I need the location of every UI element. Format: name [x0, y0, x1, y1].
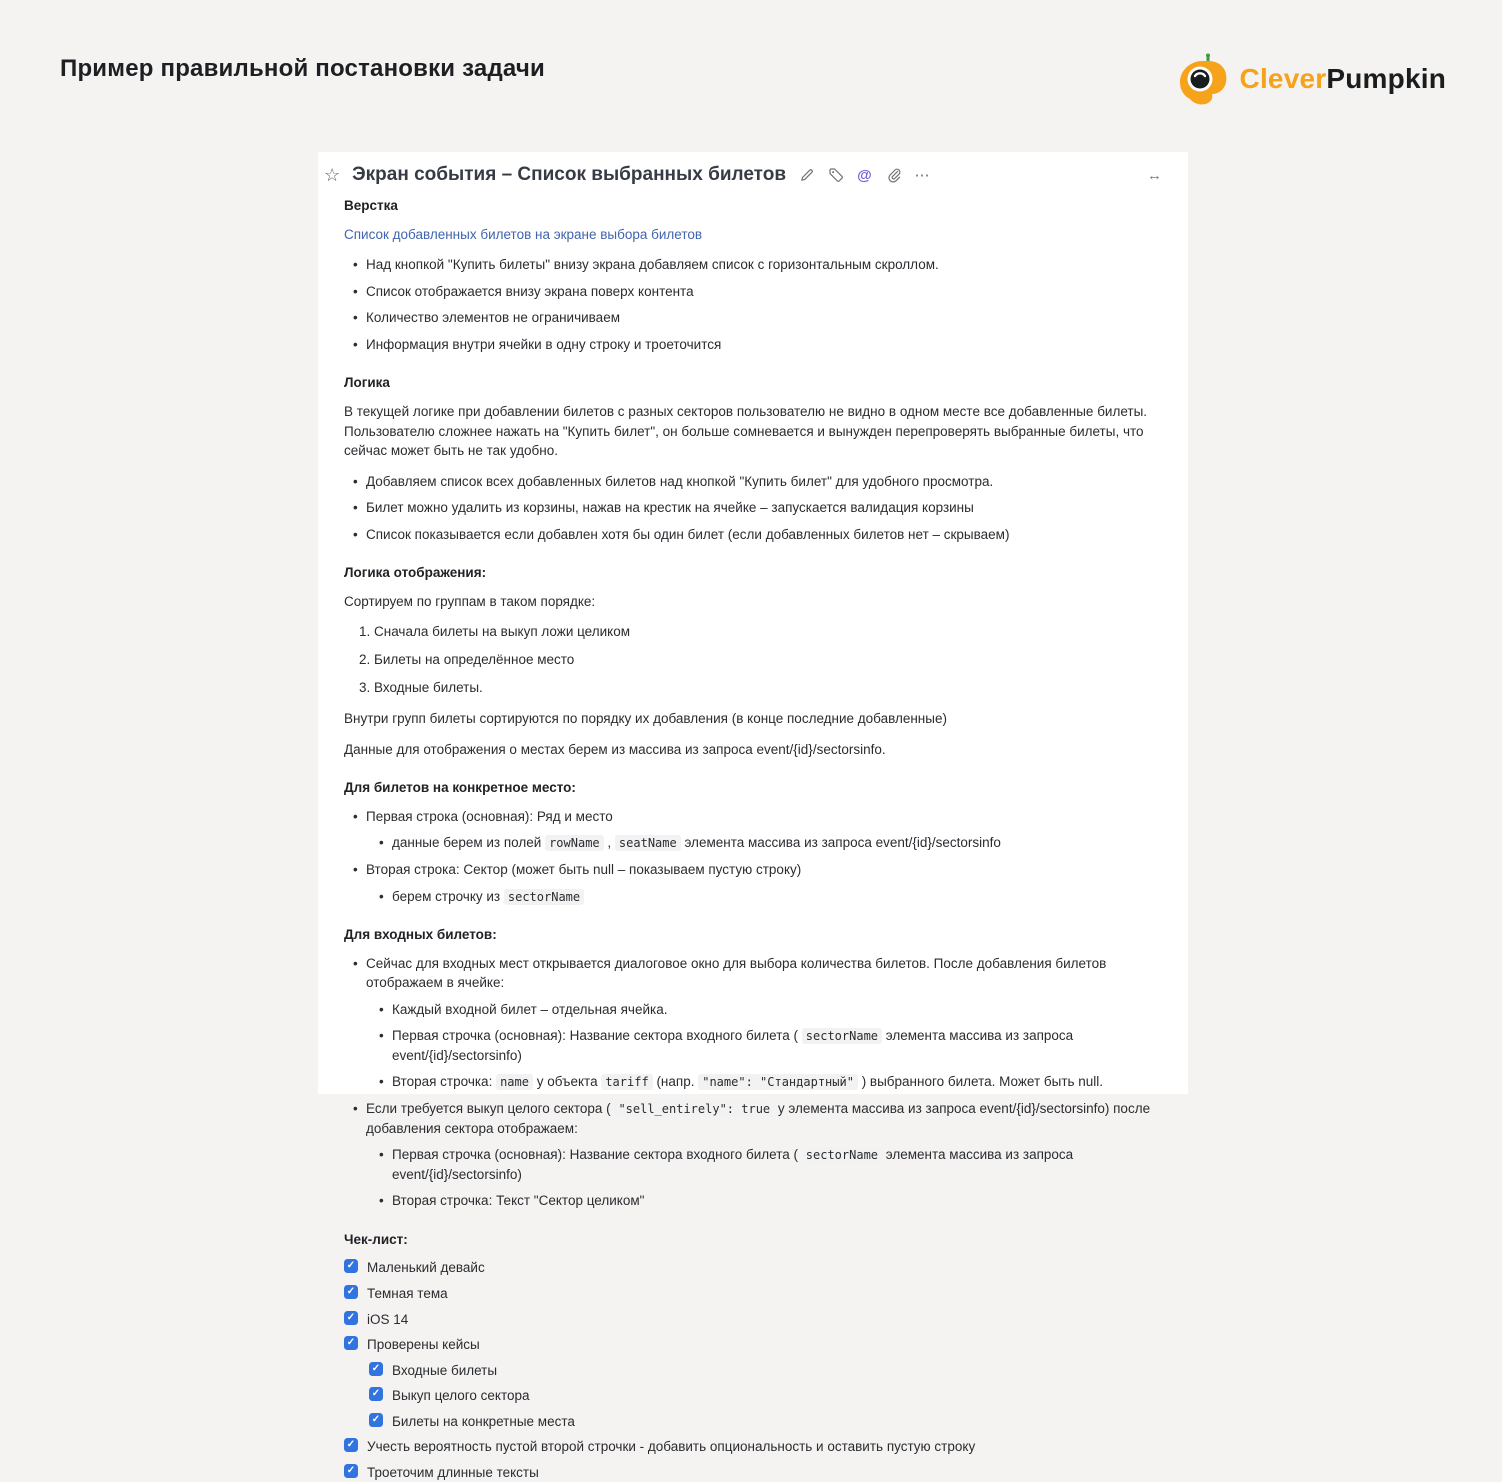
inline-code: "name": "Стандартный" — [698, 1074, 858, 1090]
bullet-item: • Информация внутри ячейки в одну строку и троеточится — [366, 335, 1162, 355]
checklist-item — [369, 1361, 1162, 1381]
checklist-label: Троеточим длинные тексты — [367, 1464, 539, 1480]
numbered-item: 3. Входные билеты. — [374, 678, 1162, 698]
display-logic-note-1: Внутри групп билеты сортируются по порядку их добавления (в конце последние добавленные) — [344, 711, 947, 727]
section-heading-checklist: Чек-лист: — [344, 1231, 408, 1247]
inline-code: "sell_entirely": true — [614, 1101, 774, 1117]
checkbox-checked-icon[interactable]: ✓ — [344, 1311, 358, 1325]
inline-code: sectorName — [802, 1028, 882, 1044]
bullet-item: • Количество элементов не ограничиваем — [366, 308, 1162, 328]
checkbox-checked-icon[interactable]: ✓ — [369, 1387, 383, 1401]
bullet-item: • Каждый входной билет – отдельная ячейка. — [392, 1000, 1162, 1020]
star-icon[interactable]: ☆ — [324, 165, 341, 185]
inline-code: rowName — [545, 835, 604, 851]
logic-bullet-list — [344, 472, 1162, 545]
checkbox-checked-icon[interactable]: ✓ — [369, 1413, 383, 1427]
bullet-item: • Над кнопкой "Купить билеты" внизу экрана добавляем список с горизонтальным скроллом. — [366, 255, 1162, 275]
bullet-item: • Билет можно удалить из корзины, нажав на крестик на ячейке – запускается валидация корзины — [366, 498, 1162, 518]
numbered-item: 1. Сначала билеты на выкуп ложи целиком — [374, 622, 1162, 642]
checkbox-checked-icon[interactable]: ✓ — [344, 1464, 358, 1478]
edit-icon[interactable] — [798, 167, 815, 184]
checklist-item — [344, 1284, 1162, 1304]
section-heading-specific-seats: Для билетов на конкретное место: — [344, 780, 576, 796]
checklist-label: Проверены кейсы — [367, 1337, 480, 1353]
checklist-item — [369, 1412, 1162, 1432]
card-title: Экран события – Список выбранных билетов — [352, 164, 786, 185]
mention-icon[interactable]: @ — [857, 166, 872, 184]
checklist-label: Маленький девайс — [367, 1260, 485, 1276]
bullet-item: • Вторая строчка: Текст "Сектор целиком" — [392, 1191, 1162, 1211]
card-content — [344, 196, 1162, 1482]
page-title: Пример правильной постановки задачи — [60, 55, 545, 82]
inline-code: seatName — [615, 835, 681, 851]
checkbox-checked-icon[interactable]: ✓ — [369, 1362, 383, 1376]
checklist-item — [369, 1386, 1162, 1406]
section-heading-entrance-tickets: Для входных билетов: — [344, 927, 497, 943]
checklist-label: Билеты на конкретные места — [392, 1413, 575, 1429]
section-heading-logic: Логика — [344, 375, 390, 391]
bullet-item: • Вторая строчка: name у объекта tariff (напр. "name": "Стандартный" ) выбранного билета. Может быть null. — [392, 1072, 1162, 1092]
bullet-item: • Сейчас для входных мест открывается диалоговое окно для выбора количества билетов. После добавления билетов отображаем в ячейке: • Каждый входной билет – отдельная ячейка. • Первая строчка (основная): Название сектора входного билета ( sectorName элемента массива из запроса event/{id}/sectorsinfo) • Вторая строчка: name у объекта tariff (напр. "name": "Стандартный" ) выбранного билета. Может быть null. — [366, 954, 1162, 1092]
section-heading-layout: Верстка — [344, 198, 398, 213]
bullet-sublist — [366, 887, 1162, 907]
checklist-label: Входные билеты — [392, 1362, 498, 1378]
bullet-item: • Добавляем список всех добавленных билетов над кнопкой "Купить билет" для удобного просмотра. — [366, 472, 1162, 492]
tag-icon[interactable] — [827, 167, 844, 184]
card-title-row — [324, 164, 1162, 186]
display-logic-ordered-list — [344, 622, 1162, 697]
logic-paragraph: В текущей логике при добавлении билетов с разных секторов пользователю не видно в одном месте все добавленные билеты. Пользователю сложнее нажать на "Купить билет", он больше сомневается и вынужден перепроверять выбранные билеты, что сейчас может быть не так удобно. — [344, 403, 1148, 459]
inline-code: tariff — [601, 1074, 652, 1090]
pumpkin-logo-icon — [1178, 52, 1230, 106]
checklist-item — [344, 1437, 1162, 1457]
checkbox-checked-icon[interactable]: ✓ — [344, 1438, 358, 1452]
checkbox-checked-icon[interactable]: ✓ — [344, 1336, 358, 1350]
more-icon[interactable]: ⋯ — [914, 167, 931, 184]
inline-code: sectorName — [802, 1147, 882, 1163]
checklist-item — [344, 1463, 1162, 1482]
bullet-item: • Первая строка (основная): Ряд и место • данные берем из полей rowName , seatName элемента массива из запроса event/{id}/sectorsinfo — [366, 807, 1162, 853]
attachment-icon[interactable] — [885, 167, 902, 184]
checklist-item — [344, 1335, 1162, 1355]
brand-name — [1240, 63, 1446, 95]
bullet-item: • Первая строчка (основная): Название сектора входного билета ( sectorName элемента массива из запроса event/{id}/sectorsinfo) — [392, 1026, 1162, 1065]
checklist — [344, 1258, 1162, 1482]
checklist-label: Темная тема — [367, 1285, 448, 1301]
checklist-label: iOS 14 — [367, 1311, 409, 1327]
entrance-tickets-bullet-list — [344, 954, 1162, 1211]
inline-code: name — [496, 1074, 533, 1090]
checkbox-checked-icon[interactable]: ✓ — [344, 1259, 358, 1273]
bullet-item: • Если требуется выкуп целого сектора ( "sell_entirely": true у элемента массива из запроса event/{id}/sectorsinfo) после добавления сектора отображаем: • Первая строчка (основная): Название сектора входного билета ( sectorName элемента массива из запроса event/{id}/sectorsinfo) • Вторая строчка: Текст "Сектор целиком" — [366, 1099, 1162, 1211]
brand-name-pumpkin: Pumpkin — [1326, 63, 1446, 94]
checkbox-checked-icon[interactable]: ✓ — [344, 1285, 358, 1299]
numbered-item: 2. Билеты на определённое место — [374, 650, 1162, 670]
bullet-sublist — [366, 833, 1162, 853]
display-logic-note-2: Данные для отображения о местах берем из массива из запроса event/{id}/sectorsinfo. — [344, 741, 886, 757]
checklist-label: Учесть вероятность пустой второй строчки - добавить опциональность и оставить пустую строку — [367, 1439, 976, 1455]
section-heading-display-logic: Логика отображения: — [344, 565, 487, 581]
specific-seats-bullet-list — [344, 807, 1162, 906]
brand-name-clever: Clever — [1239, 63, 1327, 94]
brand-logo — [1178, 52, 1446, 106]
display-logic-intro: Сортируем по группам в таком порядке: — [344, 593, 596, 609]
inline-code: sectorName — [504, 889, 584, 905]
checklist-item — [344, 1258, 1162, 1278]
bullet-item: • Вторая строка: Сектор (может быть null – показываем пустую строку) • берем строчку из sectorName — [366, 860, 1162, 906]
bullet-item: • Первая строчка (основная): Название сектора входного билета ( sectorName элемента массива из запроса event/{id}/sectorsinfo) — [392, 1145, 1162, 1184]
task-card — [318, 152, 1188, 1480]
bullet-item: • берем строчку из sectorName — [392, 887, 1162, 907]
layout-link[interactable]: Список добавленных билетов на экране выбора билетов — [344, 226, 703, 242]
checklist-item — [344, 1310, 1162, 1330]
bullet-item: • Список показывается если добавлен хотя бы один билет (если добавленных билетов нет – скрываем) — [366, 525, 1162, 545]
bullet-item: • Список отображается внизу экрана поверх контента — [366, 282, 1162, 302]
layout-bullet-list — [344, 255, 1162, 354]
bullet-sublist — [366, 1145, 1162, 1211]
expand-icon[interactable]: ↔ — [1147, 166, 1162, 184]
checklist-label: Выкуп целого сектора — [392, 1388, 530, 1404]
bullet-sublist — [366, 1000, 1162, 1092]
bullet-item: • данные берем из полей rowName , seatName элемента массива из запроса event/{id}/sectorsinfo — [392, 833, 1162, 853]
